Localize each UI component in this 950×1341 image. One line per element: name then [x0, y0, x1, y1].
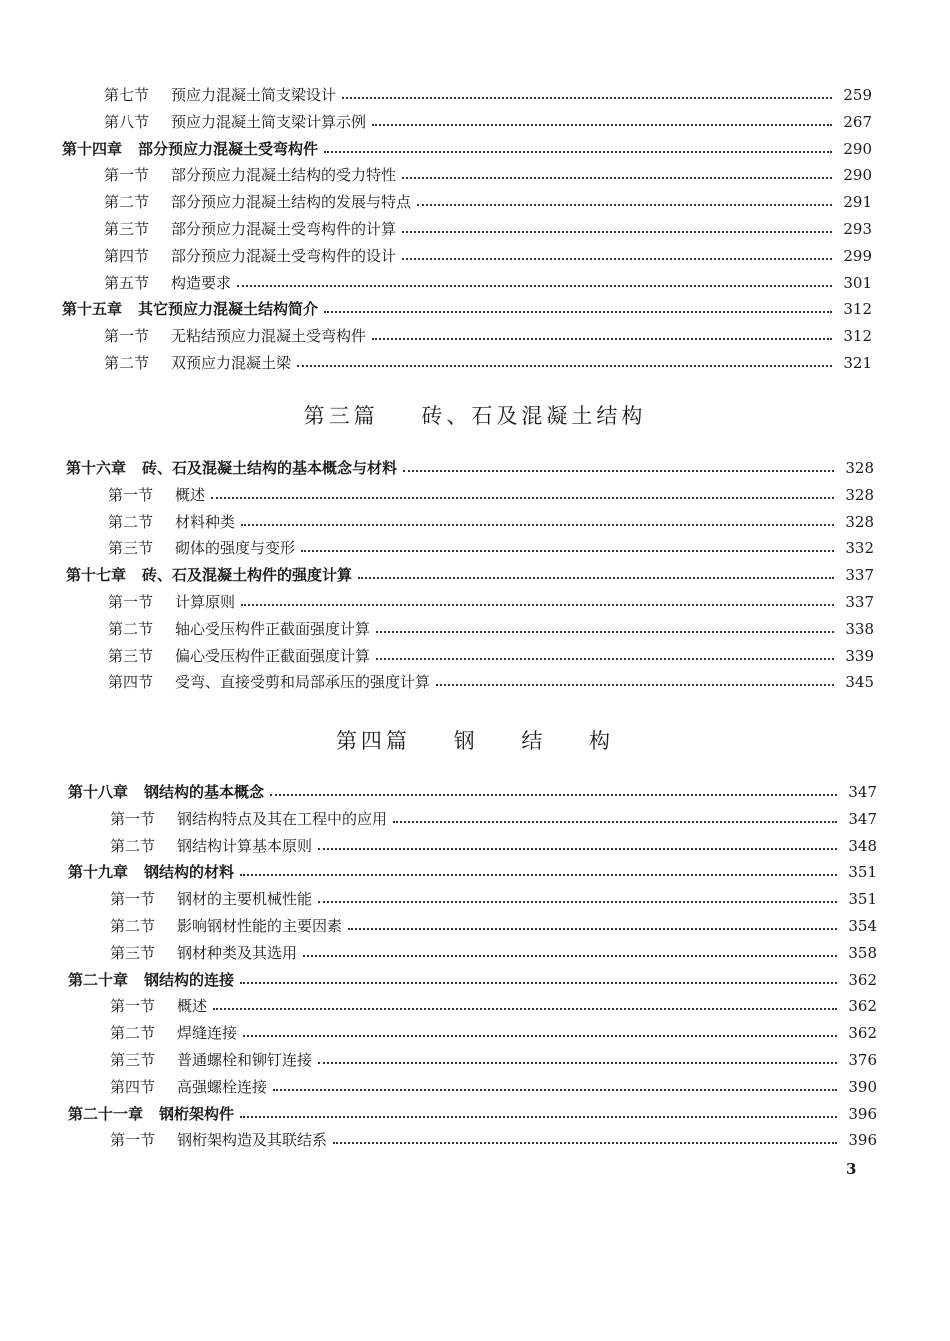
entry-number: 第七节 [104, 86, 150, 104]
entry-page-number: 328 [845, 459, 874, 477]
entry-number: 第四节 [104, 246, 150, 265]
entry-page-number: 328 [845, 512, 874, 531]
entry-title: 钢材的主要机械性能 [177, 890, 313, 909]
entry-number: 第一节 [104, 327, 150, 346]
toc-chapter-entry[interactable] [62, 136, 872, 162]
dot-leader [324, 149, 832, 153]
entry-title: 部分预应力混凝土受弯构件的设计 [171, 246, 397, 265]
entry-number: 第八节 [104, 112, 150, 131]
dot-leader [297, 363, 832, 367]
entry-title: 砖、石及混凝土构件的强度计算 [142, 566, 353, 585]
toc-section-entry[interactable] [104, 270, 872, 296]
dot-leader [348, 926, 837, 930]
entry-page-number: 312 [843, 300, 872, 319]
entry-number: 第一节 [110, 997, 156, 1016]
entry-number: 第一节 [104, 166, 150, 185]
entry-number: 第十五章 [62, 300, 123, 319]
dot-leader [358, 575, 834, 579]
entry-title: 钢桁架构件 [159, 1104, 235, 1123]
entry-number: 第二节 [108, 619, 154, 638]
entry-number: 第十七章 [66, 566, 127, 585]
toc-section-entry[interactable] [108, 509, 874, 535]
dot-leader [301, 548, 834, 552]
toc-section-entry[interactable] [104, 162, 872, 188]
toc-section-entry[interactable] [108, 616, 874, 642]
entry-page-number: 291 [843, 193, 872, 212]
toc-chapter-entry[interactable] [68, 967, 877, 993]
entry-title: 部分预应力混凝土结构的受力特性 [171, 166, 397, 185]
entry-title: 钢结构的材料 [144, 863, 235, 882]
entry-number: 第五节 [104, 273, 150, 292]
toc-section-entry[interactable] [104, 216, 872, 242]
toc-section-entry[interactable] [108, 589, 874, 615]
toc-chapter-entry[interactable] [66, 562, 874, 588]
entry-page-number: 351 [848, 863, 877, 882]
entry-number: 第四节 [108, 673, 154, 692]
entry-number: 第十九章 [68, 863, 129, 882]
dot-leader [376, 629, 834, 633]
entry-page-number: 259 [843, 86, 872, 104]
entry-page-number: 390 [848, 1077, 877, 1096]
dot-leader [342, 95, 832, 99]
entry-number: 第一节 [108, 593, 154, 611]
entry-page-number: 376 [848, 1051, 877, 1069]
entry-number: 第二节 [110, 836, 156, 855]
toc-chapter-entry[interactable] [62, 296, 872, 322]
entry-title: 其它预应力混凝土结构简介 [138, 300, 319, 319]
entry-number: 第十六章 [66, 459, 127, 477]
dot-leader [417, 202, 832, 206]
entry-title: 部分预应力混凝土受弯构件的计算 [171, 220, 397, 238]
entry-page-number: 332 [845, 539, 874, 558]
dot-leader [270, 792, 837, 796]
entry-page-number: 354 [848, 917, 877, 935]
dot-leader [211, 495, 834, 499]
toc-chapter-entry[interactable] [68, 859, 877, 885]
dot-leader [241, 602, 834, 606]
entry-page-number: 347 [848, 809, 877, 828]
entry-title: 受弯、直接受剪和局部承压的强度计算 [175, 673, 431, 692]
dot-leader [237, 283, 832, 287]
entry-title: 钢结构的连接 [144, 970, 235, 989]
entry-title: 影响钢材性能的主要因素 [177, 917, 343, 935]
entry-title: 普通螺栓和铆钉连接 [177, 1051, 313, 1069]
entry-page-number: 337 [845, 593, 874, 611]
toc-section-entry[interactable] [104, 82, 872, 108]
toc-section-entry[interactable] [110, 1127, 877, 1153]
dot-leader [403, 468, 834, 472]
entry-page-number: 351 [848, 890, 877, 909]
dot-leader [324, 309, 832, 313]
toc-section-entry[interactable] [110, 806, 877, 832]
entry-page-number: 362 [848, 997, 877, 1016]
toc-section-entry[interactable] [110, 886, 877, 912]
entry-page-number: 267 [843, 112, 872, 131]
entry-number: 第一节 [110, 890, 156, 909]
dot-leader [318, 899, 837, 903]
dot-leader [333, 1140, 837, 1144]
dot-leader [318, 1060, 837, 1064]
page-number: 3 [846, 1160, 857, 1178]
dot-leader [240, 872, 837, 876]
dot-leader [402, 229, 832, 233]
entry-number: 第三节 [108, 539, 154, 558]
part-heading: 第三篇 砖、石及混凝土结构 [303, 404, 647, 428]
entry-number: 第二节 [110, 1024, 156, 1043]
toc-chapter-entry[interactable] [66, 455, 874, 481]
entry-page-number: 293 [843, 220, 872, 238]
entry-title: 部分预应力混凝土受弯构件 [138, 139, 319, 158]
entry-title: 砌体的强度与变形 [175, 539, 296, 558]
toc-section-entry[interactable] [110, 1074, 877, 1100]
entry-number: 第二节 [110, 917, 156, 935]
toc-section-entry[interactable] [108, 669, 874, 695]
entry-number: 第二节 [104, 354, 150, 372]
entry-number: 第一节 [110, 1131, 156, 1150]
dot-leader [376, 656, 834, 660]
dot-leader [318, 846, 837, 850]
part-heading: 第四篇 钢 结 构 [335, 729, 615, 753]
entry-page-number: 396 [848, 1131, 877, 1150]
entry-page-number: 290 [843, 139, 872, 158]
entry-page-number: 362 [848, 970, 877, 989]
entry-page-number: 396 [848, 1104, 877, 1123]
entry-number: 第三节 [110, 1051, 156, 1069]
entry-title: 无粘结预应力混凝土受弯构件 [171, 327, 367, 346]
toc-section-entry[interactable] [110, 940, 877, 966]
entry-title: 偏心受压构件正截面强度计算 [175, 646, 371, 665]
entry-page-number: 328 [845, 485, 874, 504]
dot-leader [240, 1114, 837, 1118]
dot-leader [303, 953, 837, 957]
toc-chapter-entry[interactable] [68, 1101, 877, 1127]
entry-number: 第二节 [108, 512, 154, 531]
entry-page-number: 337 [845, 566, 874, 585]
entry-number: 第二十一章 [68, 1104, 144, 1123]
entry-title: 构造要求 [171, 273, 232, 292]
entry-title: 高强螺栓连接 [177, 1077, 268, 1096]
toc-section-entry[interactable] [104, 189, 872, 215]
dot-leader [372, 122, 832, 126]
toc-section-entry[interactable] [110, 1020, 877, 1046]
dot-leader [213, 1006, 837, 1010]
toc-section-entry[interactable] [104, 350, 872, 376]
toc-section-entry[interactable] [110, 833, 877, 859]
dot-leader [273, 1087, 837, 1091]
entry-title: 概述 [177, 997, 208, 1016]
entry-title: 双预应力混凝土梁 [171, 354, 292, 372]
entry-page-number: 290 [843, 166, 872, 185]
dot-leader [243, 1033, 837, 1037]
entry-page-number: 339 [845, 646, 874, 665]
entry-page-number: 338 [845, 619, 874, 638]
entry-number: 第十四章 [62, 139, 123, 158]
dot-leader [436, 682, 834, 686]
entry-page-number: 321 [843, 354, 872, 372]
toc-section-entry[interactable] [108, 535, 874, 561]
entry-number: 第三节 [108, 646, 154, 665]
entry-title: 钢结构的基本概念 [144, 783, 265, 801]
entry-number: 第一节 [110, 809, 156, 828]
entry-title: 计算原则 [175, 593, 236, 611]
entry-title: 钢桁架构造及其联结系 [177, 1131, 328, 1150]
entry-title: 概述 [175, 485, 206, 504]
entry-title: 轴心受压构件正截面强度计算 [175, 619, 371, 638]
entry-title: 部分预应力混凝土结构的发展与特点 [171, 193, 412, 212]
toc-section-entry[interactable] [110, 993, 877, 1019]
dot-leader [402, 175, 832, 179]
dot-leader [240, 980, 837, 984]
entry-title: 预应力混凝土简支梁计算示例 [171, 112, 367, 131]
entry-title: 预应力混凝土简支梁设计 [171, 86, 337, 104]
entry-title: 材料种类 [175, 512, 236, 531]
dot-leader [372, 336, 832, 340]
toc-chapter-entry[interactable] [68, 779, 877, 805]
entry-number: 第一节 [108, 485, 154, 504]
entry-number: 第十八章 [68, 783, 129, 801]
dot-leader [241, 522, 834, 526]
toc-section-entry[interactable] [110, 1047, 877, 1073]
entry-page-number: 348 [848, 836, 877, 855]
dot-leader [402, 256, 832, 260]
entry-number: 第三节 [104, 220, 150, 238]
entry-page-number: 299 [843, 246, 872, 265]
toc-section-entry[interactable] [104, 109, 872, 135]
entry-page-number: 312 [843, 327, 872, 346]
entry-number: 第三节 [110, 943, 156, 962]
entry-number: 第二节 [104, 193, 150, 212]
toc-section-entry[interactable] [108, 482, 874, 508]
entry-title: 砖、石及混凝土结构的基本概念与材料 [142, 459, 398, 477]
toc-section-entry[interactable] [104, 323, 872, 349]
entry-number: 第四节 [110, 1077, 156, 1096]
entry-page-number: 362 [848, 1024, 877, 1043]
toc-section-entry[interactable] [104, 243, 872, 269]
toc-section-entry[interactable] [108, 643, 874, 669]
entry-page-number: 358 [848, 943, 877, 962]
entry-page-number: 301 [843, 273, 872, 292]
toc-section-entry[interactable] [110, 913, 877, 939]
entry-page-number: 347 [848, 783, 877, 801]
entry-title: 焊缝连接 [177, 1024, 238, 1043]
entry-number: 第二十章 [68, 970, 129, 989]
entry-title: 钢结构特点及其在工程中的应用 [177, 809, 388, 828]
dot-leader [393, 819, 837, 823]
entry-page-number: 345 [845, 673, 874, 692]
entry-title: 钢材种类及其选用 [177, 943, 298, 962]
entry-title: 钢结构计算基本原则 [177, 836, 313, 855]
